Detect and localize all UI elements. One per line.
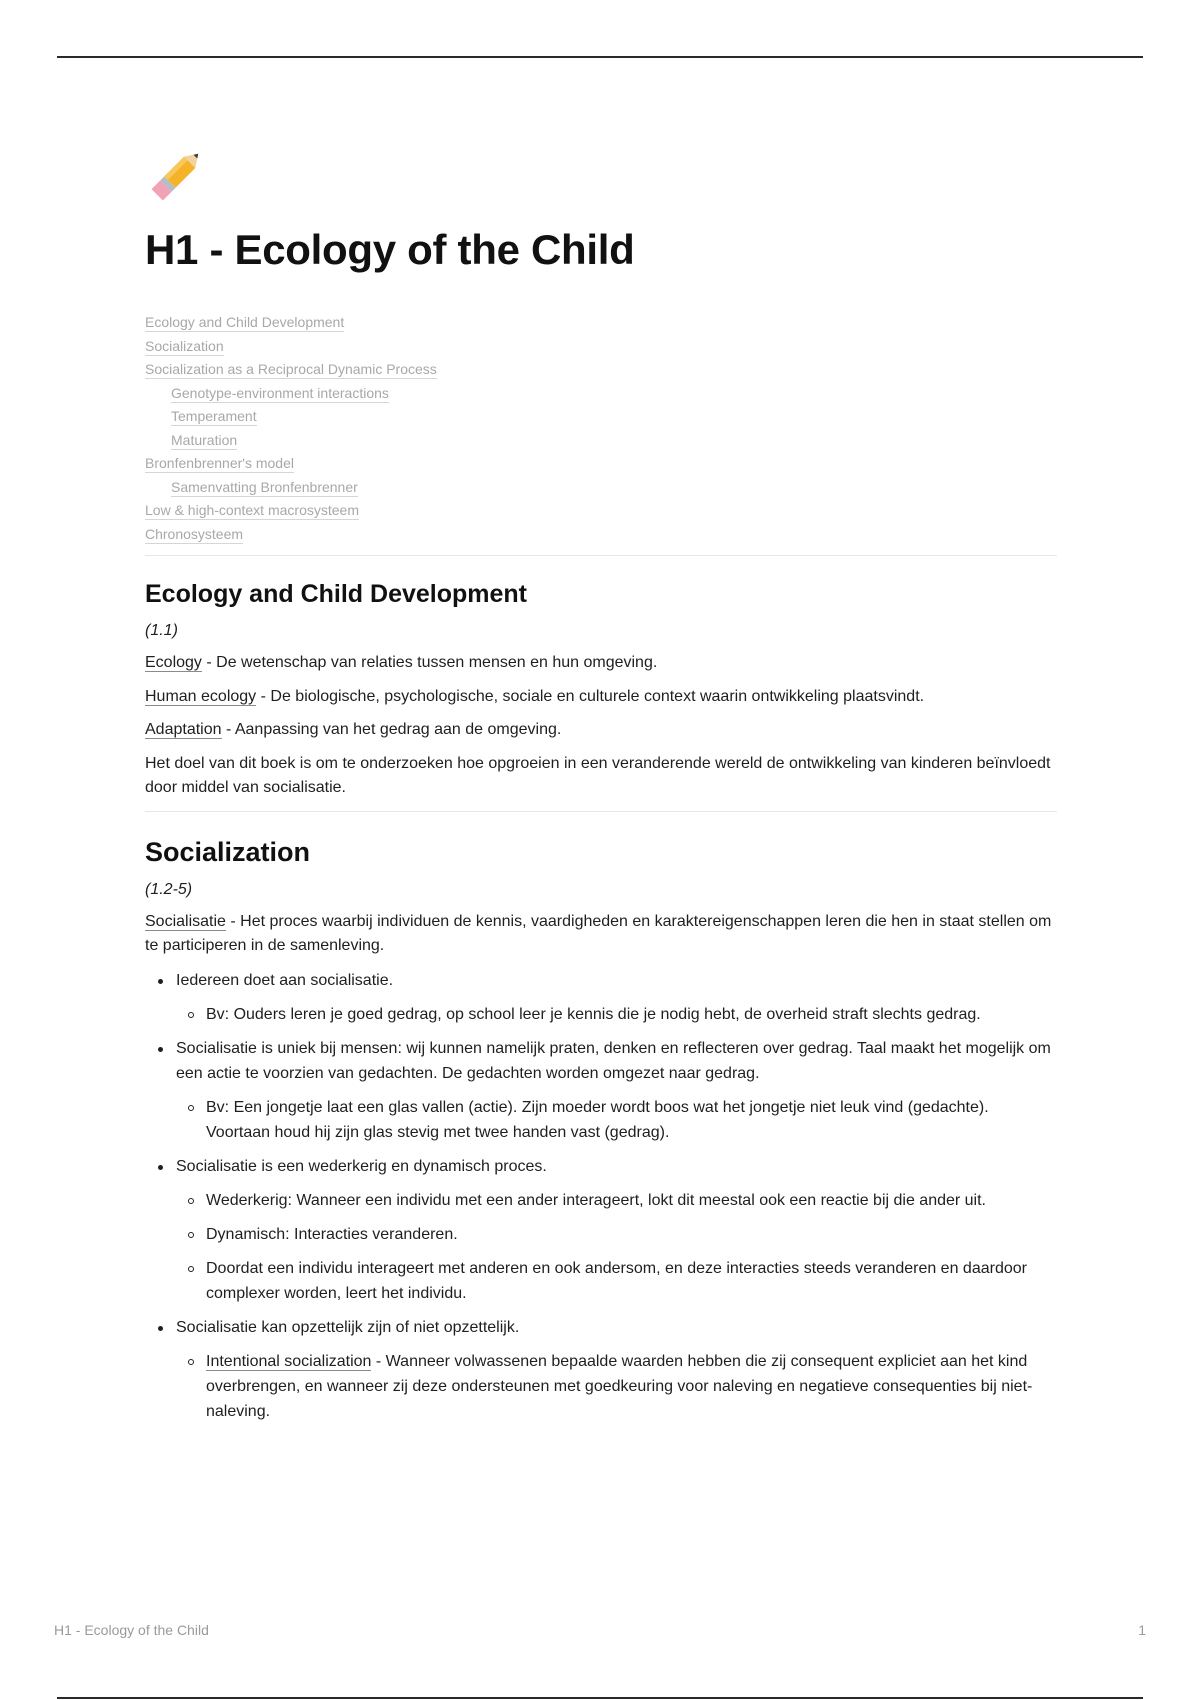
section-reference: (1.2-5) — [145, 880, 193, 898]
toc-item[interactable]: Maturation — [171, 431, 238, 448]
section-heading: Ecology and Child Development — [145, 580, 527, 608]
bullet-list — [145, 968, 1057, 1424]
list-item: Iedereen doet aan socialisatie. — [145, 968, 1057, 993]
top-rule — [57, 56, 1143, 58]
toc-item[interactable]: Bronfenbrenner's model — [145, 455, 294, 471]
toc-item[interactable]: Socialization as a Reciprocal Dynamic Process — [145, 361, 437, 377]
toc-item[interactable]: Ecology and Child Development — [145, 314, 345, 330]
divider — [145, 555, 1057, 556]
definition: Human ecology - De biologische, psychologische, sociale en culturele context waarin ontwikkeling plaatsvindt. — [145, 687, 925, 705]
definition-term: Ecology — [145, 654, 202, 671]
toc-item[interactable]: Socialization — [145, 337, 224, 354]
bottom-rule — [57, 1697, 1143, 1699]
section-reference: (1.1) — [145, 622, 178, 639]
list-item: Wederkerig: Wanneer een individu met een ander interageert, lokt dit meestal ook een reactie bij die ander uit. — [145, 1188, 1057, 1213]
toc-item[interactable]: Samenvatting Bronfenbrenner — [171, 478, 358, 495]
definition-term: Adaptation — [145, 721, 222, 738]
toc-item[interactable]: Chronosysteem — [145, 525, 244, 542]
toc-item[interactable]: Genotype-environment interactions — [171, 384, 389, 401]
divider — [145, 811, 1057, 812]
toc-item[interactable]: Low & high-context macrosysteem — [145, 502, 359, 518]
definition: Adaptation - Aanpassing van het gedrag aan de omgeving. — [145, 721, 562, 738]
page-content — [145, 143, 1057, 1424]
definition-term: Socialisatie — [145, 912, 226, 930]
toc-item[interactable]: Temperament — [171, 408, 257, 424]
list-item: Socialisatie is een wederkerig en dynamisch proces. — [145, 1154, 1057, 1179]
list-item: Dynamisch: Interacties veranderen. — [145, 1222, 1057, 1247]
definition: Socialisatie - Het proces waarbij individuen de kennis, vaardigheden en karaktereigenschappen leren die hen in staat stellen om te participeren in de samenleving. — [145, 912, 1052, 954]
definition-term: Intentional socialization — [206, 1352, 372, 1370]
definition: Ecology - De wetenschap van relaties tussen mensen en hun omgeving. — [145, 654, 658, 671]
list-item: Socialisatie kan opzettelijk zijn of niet opzettelijk. — [145, 1315, 1057, 1340]
paragraph: Het doel van dit boek is om te onderzoeken hoe opgroeien in een veranderende wereld de ontwikkeling van kinderen beïnvloedt door middel van socialisatie. — [145, 754, 1051, 796]
page-title: H1 - Ecology of the Child — [145, 226, 635, 273]
table-of-contents — [145, 311, 1057, 546]
list-item: Bv: Een jongetje laat een glas vallen (actie). Zijn moeder wordt boos wat het jongetje niet leuk vind (gedachte). Voortaan houd hij zijn glas stevig met twee handen vast (gedrag). — [145, 1095, 1057, 1145]
section-heading: Socialization — [145, 836, 311, 867]
footer-title: H1 - Ecology of the Child — [54, 1622, 209, 1638]
list-item: Socialisatie is uniek bij mensen: wij kunnen namelijk praten, denken en reflecteren over gedrag. Taal maakt het mogelijk om een actie te voorzien van gedachten. De gedachten worden omgezet naar gedrag. — [145, 1036, 1057, 1086]
list-item: Bv: Ouders leren je goed gedrag, op school leer je kennis die je nodig hebt, de overheid straft slechts gedrag. — [145, 1002, 1057, 1027]
list-item: Intentional socialization - Wanneer volwassenen bepaalde waarden hebben die zij consequent expliciet aan het kind overbrengen, en wanneer zij deze ondersteunen met goedkeuring voor naleving en negatieve consequenties bij niet-naleving. — [145, 1349, 1057, 1424]
definition-term: Human ecology — [145, 687, 257, 705]
page-number: 1 — [1138, 1622, 1146, 1638]
list-item: Doordat een individu interageert met anderen en ook andersom, en deze interacties steeds veranderen en daardoor complexer worden, leert het individu. — [145, 1256, 1057, 1306]
pencil-icon — [145, 143, 209, 207]
